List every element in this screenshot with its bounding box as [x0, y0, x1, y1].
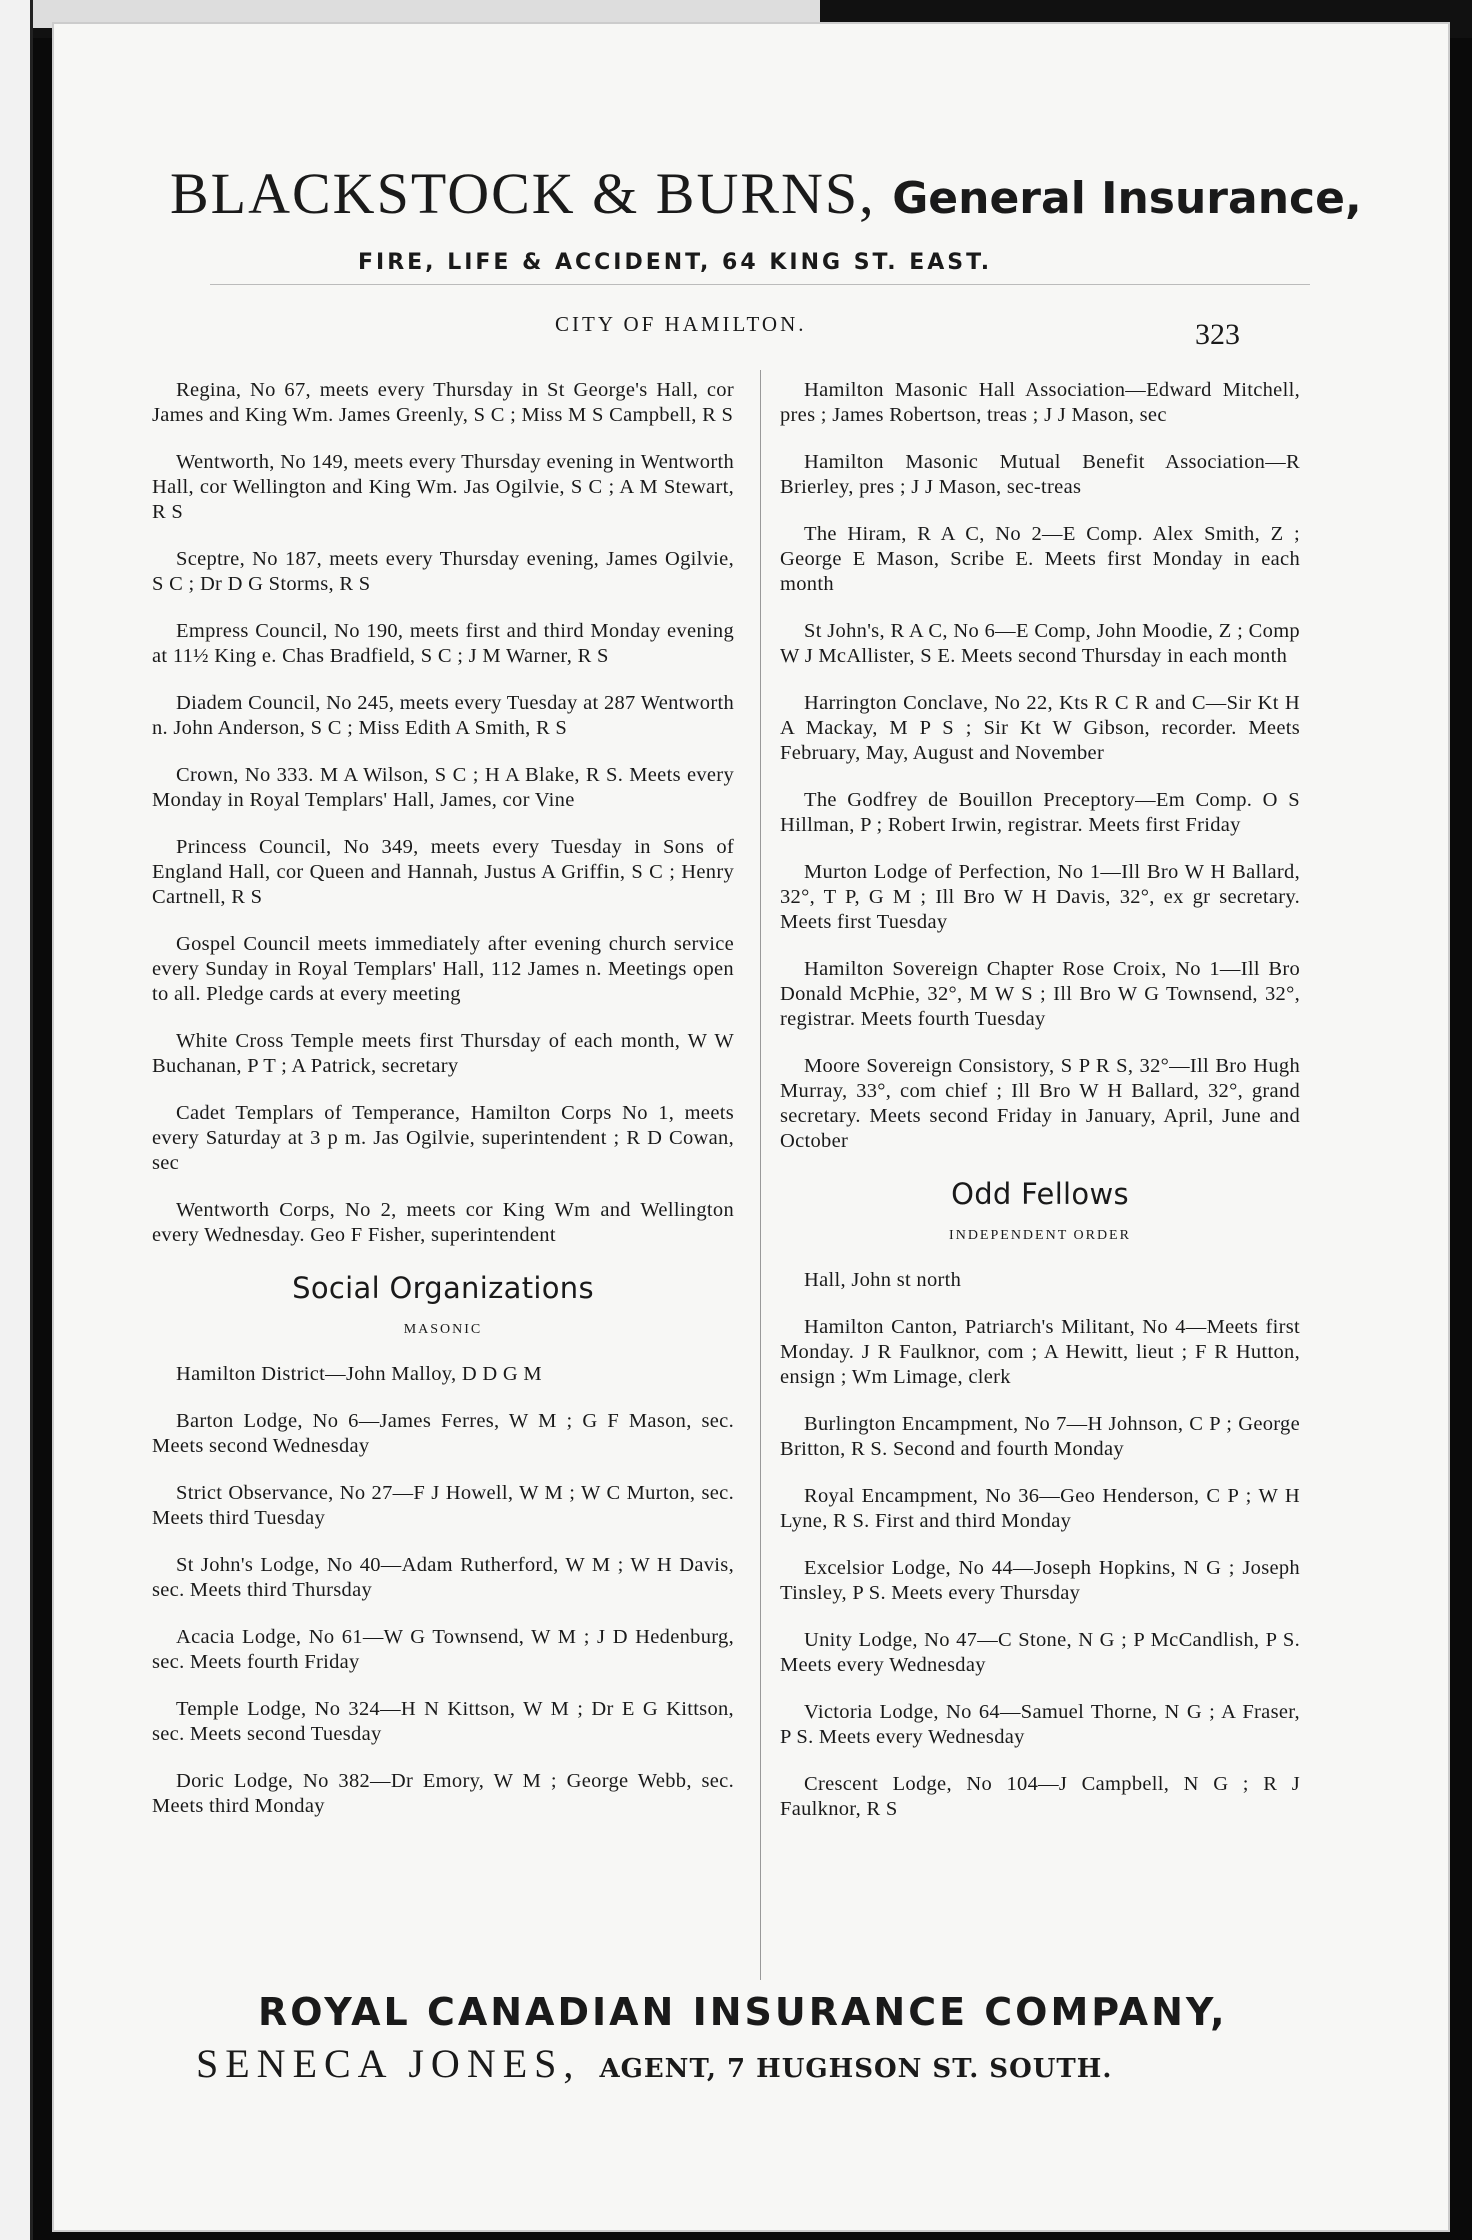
- directory-entry: Hamilton Masonic Mutual Benefit Association—R Brierley, pres ; J J Mason, sec-treas: [780, 451, 1300, 498]
- footer-company: ROYAL CANADIAN INSURANCE COMPANY,: [258, 1990, 1228, 2034]
- directory-entry: Crescent Lodge, No 104—J Campbell, N G ; R J Faulknor, R S: [780, 1773, 1300, 1820]
- directory-entry: Harrington Conclave, No 22, Kts R C R and C—Sir Kt H A Mackay, M P S ; Sir Kt W Gibson, recorder. Meets February, May, August and November: [780, 692, 1300, 764]
- left-column: [152, 378, 734, 1841]
- directory-entry: Regina, No 67, meets every Thursday in St George's Hall, cor James and King Wm. James Greenly, S C ; Miss M S Campbell, R S: [152, 379, 734, 426]
- footer-agent-line: [196, 2040, 1296, 2087]
- directory-entry: Unity Lodge, No 47—C Stone, N G ; P McCandlish, P S. Meets every Wednesday: [780, 1629, 1300, 1676]
- advert-subline: FIRE, LIFE & ACCIDENT, 64 KING ST. EAST.: [358, 250, 993, 275]
- advert-header: [170, 160, 1362, 227]
- subsection-title-masonic: MASONIC: [403, 1322, 483, 1337]
- header-rule: [210, 284, 1310, 285]
- directory-entry: Burlington Encampment, No 7—H Johnson, C P ; George Britton, R S. Second and fourth Monday: [780, 1413, 1300, 1460]
- scan-border-left: [0, 0, 33, 2240]
- district-line: Hamilton District—John Malloy, D D G M: [176, 1363, 542, 1385]
- directory-entry: Barton Lodge, No 6—James Ferres, W M ; G F Mason, sec. Meets second Wednesday: [152, 1410, 734, 1457]
- directory-entry: Temple Lodge, No 324—H N Kittson, W M ; Dr E G Kittson, sec. Meets second Tuesday: [152, 1698, 734, 1745]
- footer-agent-name: SENECA JONES,: [196, 2041, 581, 2086]
- directory-entry: Wentworth Corps, No 2, meets cor King Wm and Wellington every Wednesday. Geo F Fisher, superintendent: [152, 1199, 734, 1246]
- running-head-city: CITY OF HAMILTON.: [555, 312, 807, 336]
- directory-entry: Acacia Lodge, No 61—W G Townsend, W M ; J D Hedenburg, sec. Meets fourth Friday: [152, 1626, 734, 1673]
- section-title-social: Social Organizations: [292, 1271, 594, 1305]
- left-entries-top: [152, 378, 734, 1248]
- directory-entry: Cadet Templars of Temperance, Hamilton Corps No 1, meets every Saturday at 3 p m. Jas Ogilvie, superintendent ; R D Cowan, sec: [152, 1102, 734, 1174]
- right-column: [780, 378, 1300, 1844]
- subsection-title-independent: INDEPENDENT ORDER: [949, 1228, 1131, 1243]
- right-entries-bottom: [780, 1315, 1300, 1822]
- directory-entry: Hamilton Canton, Patriarch's Militant, No 4—Meets first Monday. J R Faulknor, com ; A Hewitt, lieut ; F R Hutton, ensign ; Wm Limage, clerk: [780, 1316, 1300, 1388]
- directory-entry: The Hiram, R A C, No 2—E Comp. Alex Smith, Z ; George E Mason, Scribe E. Meets first Monday in each month: [780, 523, 1300, 595]
- directory-entry: Wentworth, No 149, meets every Thursday evening in Wentworth Hall, cor Wellington and King Wm. Jas Ogilvie, S C ; A M Stewart, R S: [152, 451, 734, 523]
- directory-entry: Princess Council, No 349, meets every Tuesday in Sons of England Hall, cor Queen and Hannah, Justus A Griffin, S C ; Henry Cartnell, R S: [152, 836, 734, 908]
- directory-entry: Strict Observance, No 27—F J Howell, W M ; W C Murton, sec. Meets third Tuesday: [152, 1482, 734, 1529]
- page-number: 323: [1195, 318, 1240, 351]
- section-title-odd-fellows: Odd Fellows: [951, 1177, 1129, 1211]
- footer-agent-address: AGENT, 7 HUGHSON ST. SOUTH.: [599, 2054, 1113, 2084]
- advert-tagline: General Insurance,: [892, 173, 1362, 224]
- column-divider: [760, 370, 761, 1980]
- directory-entry: Victoria Lodge, No 64—Samuel Thorne, N G ; A Fraser, P S. Meets every Wednesday: [780, 1701, 1300, 1748]
- directory-entry: Diadem Council, No 245, meets every Tuesday at 287 Wentworth n. John Anderson, S C ; Miss Edith A Smith, R S: [152, 692, 734, 739]
- directory-entry: Murton Lodge of Perfection, No 1—Ill Bro W H Ballard, 32°, T P, G M ; Ill Bro W H Davis, 32°, ex gr secretary. Meets first Tuesday: [780, 861, 1300, 933]
- directory-entry: Excelsior Lodge, No 44—Joseph Hopkins, N G ; Joseph Tinsley, P S. Meets every Thursday: [780, 1557, 1300, 1604]
- left-entries-bottom: [152, 1409, 734, 1819]
- right-entries-top: [780, 378, 1300, 1154]
- directory-entry: Gospel Council meets immediately after evening church service every Sunday in Royal Templars' Hall, 112 James n. Meetings open to all. Pledge cards at every meeting: [152, 933, 734, 1005]
- directory-entry: Hamilton Masonic Hall Association—Edward Mitchell, pres ; James Robertson, treas ; J J Mason, sec: [780, 379, 1300, 426]
- directory-entry: Doric Lodge, No 382—Dr Emory, W M ; George Webb, sec. Meets third Monday: [152, 1770, 734, 1817]
- directory-entry: Empress Council, No 190, meets first and third Monday evening at 11½ King e. Chas Bradfield, S C ; J M Warner, R S: [152, 620, 734, 667]
- directory-entry: Hamilton Sovereign Chapter Rose Croix, No 1—Ill Bro Donald McPhie, 32°, M W S ; Ill Bro W G Townsend, 32°, registrar. Meets fourth Tuesday: [780, 958, 1300, 1030]
- directory-entry: Sceptre, No 187, meets every Thursday evening, James Ogilvie, S C ; Dr D G Storms, R S: [152, 548, 734, 595]
- directory-entry: St John's, R A C, No 6—E Comp, John Moodie, Z ; Comp W J McAllister, S E. Meets second Thursday in each month: [780, 620, 1300, 667]
- directory-entry: White Cross Temple meets first Thursday of each month, W W Buchanan, P T ; A Patrick, secretary: [152, 1030, 734, 1077]
- advert-firm-name: BLACKSTOCK & BURNS,: [170, 161, 876, 226]
- directory-entry: The Godfrey de Bouillon Preceptory—Em Comp. O S Hillman, P ; Robert Irwin, registrar. Meets first Friday: [780, 789, 1300, 836]
- directory-entry: Royal Encampment, No 36—Geo Henderson, C P ; W H Lyne, R S. First and third Monday: [780, 1485, 1300, 1532]
- hall-line: Hall, John st north: [804, 1269, 962, 1291]
- directory-entry: Moore Sovereign Consistory, S P R S, 32°—Ill Bro Hugh Murray, 33°, com chief ; Ill Bro W H Ballard, 32°, grand secretary. Meets second Friday in January, April, June and October: [780, 1055, 1300, 1152]
- directory-entry: St John's Lodge, No 40—Adam Rutherford, W M ; W H Davis, sec. Meets third Thursday: [152, 1554, 734, 1601]
- directory-entry: Crown, No 333. M A Wilson, S C ; H A Blake, R S. Meets every Monday in Royal Templars' Hall, James, cor Vine: [152, 764, 734, 811]
